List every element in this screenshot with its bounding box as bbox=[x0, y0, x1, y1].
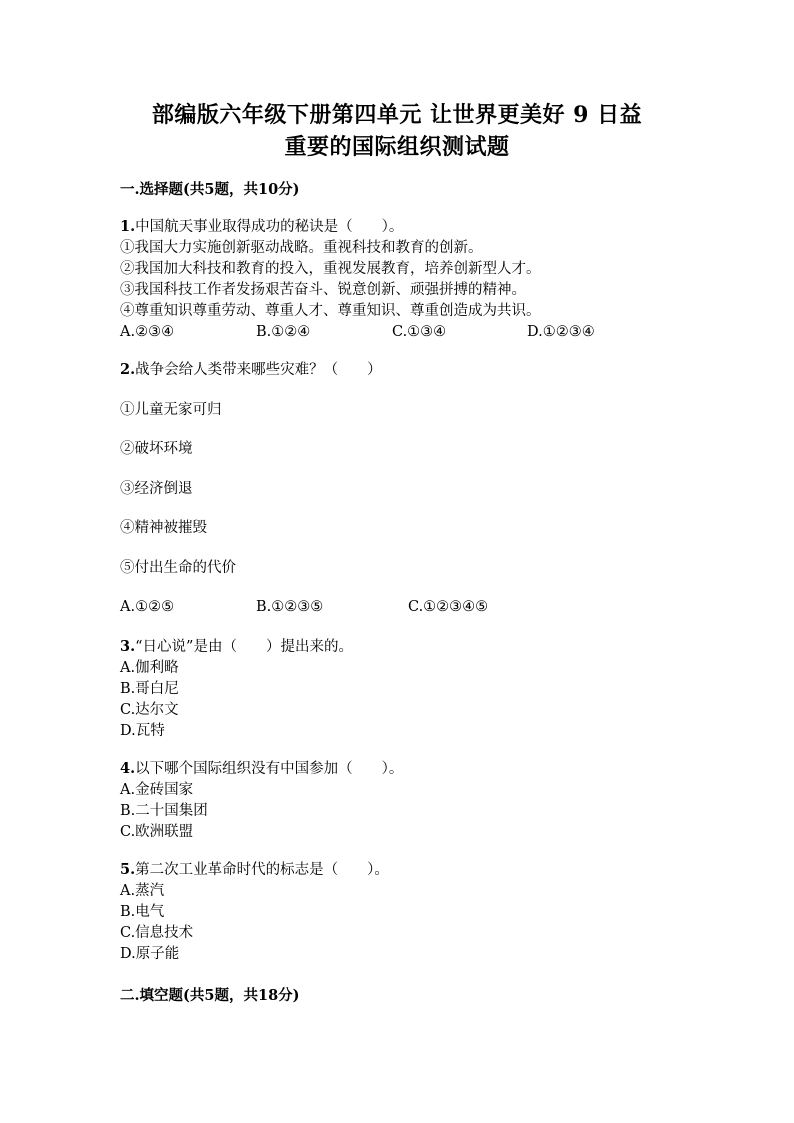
q4-option-b: B.二十国集团 bbox=[120, 803, 208, 819]
q2-options bbox=[120, 598, 620, 616]
q3-option-d: D.瓦特 bbox=[120, 723, 165, 739]
question-number: 5. bbox=[120, 861, 136, 878]
q2-option-b: B.①②③⑤ bbox=[256, 599, 324, 615]
question-number: 3. bbox=[120, 638, 136, 655]
q1-item-3: ③我国科技工作者发扬艰苦奋斗、锐意创新、顽强拼搏的精神。 bbox=[120, 282, 526, 298]
section-heading-choice: 一.选择题(共5题，共10分) bbox=[120, 181, 300, 198]
q4-option-c: C.欧洲联盟 bbox=[120, 824, 194, 840]
question-stem: 战争会给人类带来哪些灾难？（ ） bbox=[135, 362, 382, 378]
q5-option-b: B.电气 bbox=[120, 904, 165, 920]
q1-item-1: ①我国大力实施创新驱动战略。重视科技和教育的创新。 bbox=[120, 240, 483, 256]
q2-option-a: A.①②⑤ bbox=[120, 599, 175, 615]
q3-option-c: C.达尔文 bbox=[120, 702, 179, 718]
question-3 bbox=[120, 638, 353, 656]
question-number: 4. bbox=[120, 760, 136, 777]
question-stem: “日心说”是由（ ）提出来的。 bbox=[135, 639, 353, 655]
q5-option-c: C.信息技术 bbox=[120, 925, 194, 941]
q2-option-c: C.①②③④⑤ bbox=[408, 599, 489, 615]
question-number: 1. bbox=[120, 218, 136, 235]
question-4 bbox=[120, 760, 403, 778]
q3-option-a: A.伽利略 bbox=[120, 660, 179, 676]
question-5 bbox=[120, 861, 389, 879]
section-heading-fill: 二.填空题(共5题，共18分) bbox=[120, 987, 300, 1004]
q2-item-5: ⑤付出生命的代价 bbox=[120, 560, 236, 576]
q2-item-3: ③经济倒退 bbox=[120, 481, 193, 497]
q1-options bbox=[120, 323, 680, 341]
question-stem: 以下哪个国际组织没有中国参加（ ）。 bbox=[135, 761, 404, 777]
q1-option-a: A.②③④ bbox=[120, 324, 175, 340]
question-2 bbox=[120, 361, 382, 379]
q2-item-2: ②破坏环境 bbox=[120, 441, 193, 457]
q1-item-4: ④尊重知识尊重劳动、尊重人才、尊重知识、尊重创造成为共识。 bbox=[120, 303, 541, 319]
question-stem: 第二次工业革命时代的标志是（ ）。 bbox=[135, 862, 389, 878]
question-stem: 中国航天事业取得成功的秘诀是（ ）。 bbox=[135, 219, 404, 235]
q1-option-d: D.①②③④ bbox=[527, 324, 595, 340]
q4-option-a: A.金砖国家 bbox=[120, 782, 194, 798]
q5-option-a: A.蒸汽 bbox=[120, 883, 165, 899]
q1-option-c: C.①③④ bbox=[392, 324, 447, 340]
q2-item-1: ①儿童无家可归 bbox=[120, 402, 222, 418]
question-1 bbox=[120, 218, 403, 236]
q1-option-b: B.①②④ bbox=[256, 324, 311, 340]
q5-option-d: D.原子能 bbox=[120, 946, 180, 962]
q1-item-2: ②我国加大科技和教育的投入，重视发展教育，培养创新型人才。 bbox=[120, 261, 541, 277]
q3-option-b: B.哥白尼 bbox=[120, 681, 179, 697]
question-number: 2. bbox=[120, 361, 136, 378]
page-title-line2: 重要的国际组织测试题 bbox=[284, 134, 510, 160]
page-title-line1: 部编版六年级下册第四单元 让世界更美好 9 日益 bbox=[151, 102, 643, 128]
q2-item-4: ④精神被摧毁 bbox=[120, 520, 207, 536]
